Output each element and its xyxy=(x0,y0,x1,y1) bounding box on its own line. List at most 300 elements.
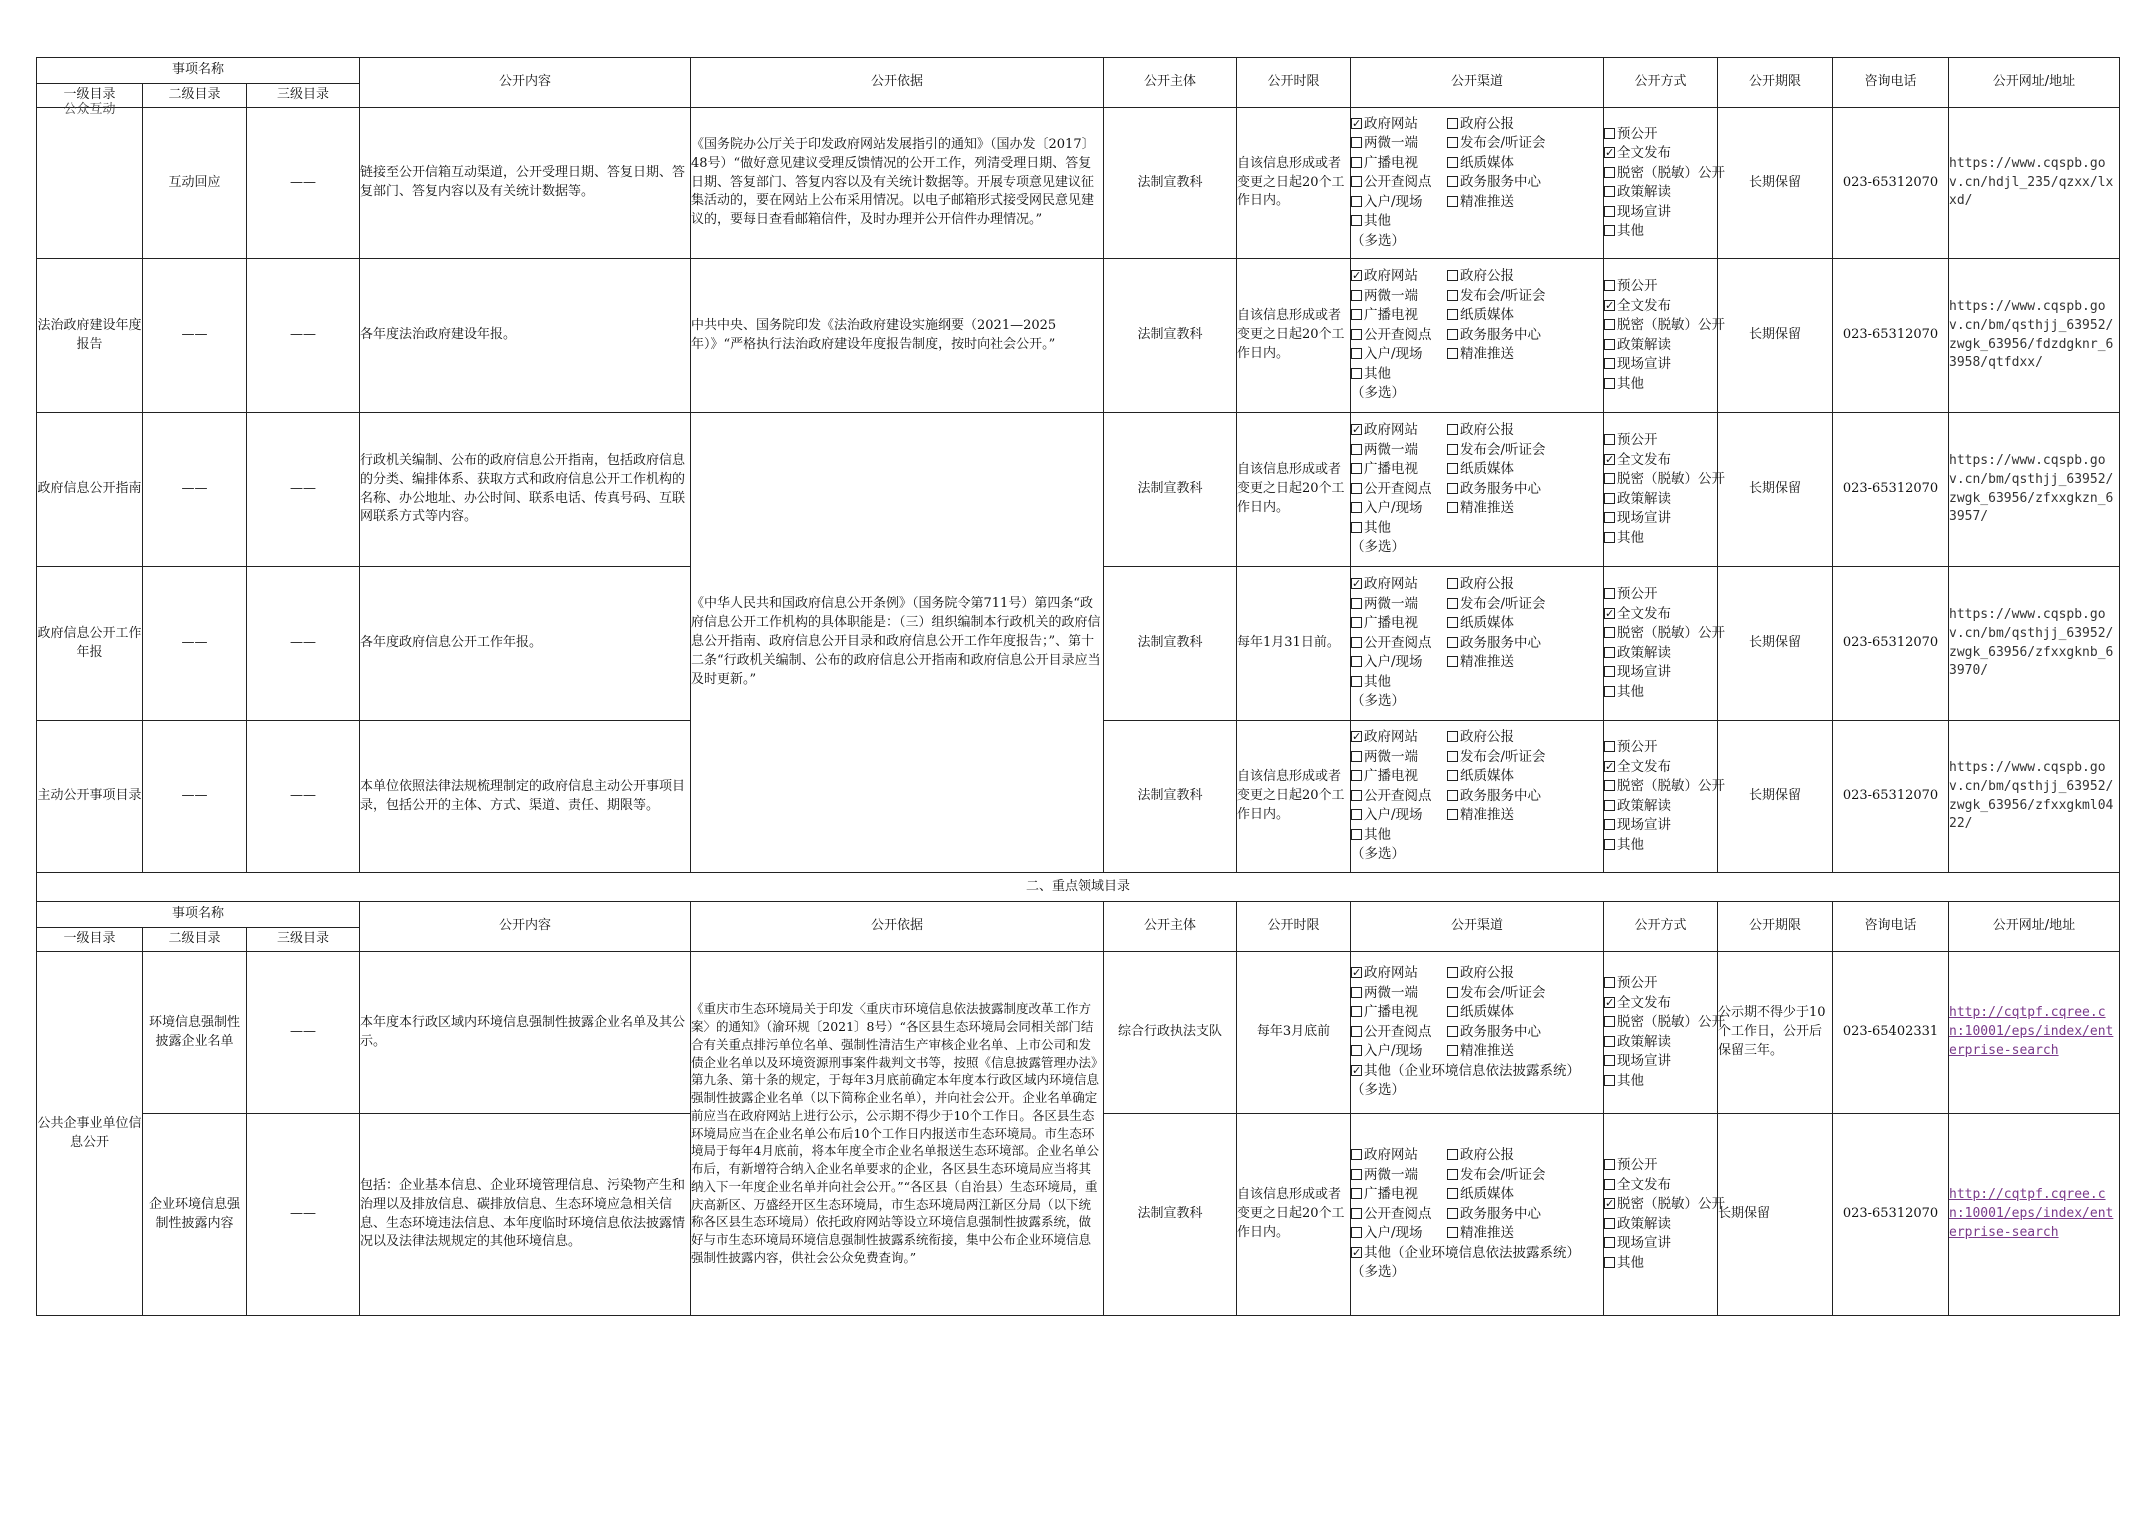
option-label: 广播电视 xyxy=(1364,154,1418,171)
channel-option xyxy=(1351,326,1447,346)
subject-cell: 法制宣教科 xyxy=(1104,413,1237,567)
level1-cell: 公共企事业单位信息公开 xyxy=(37,952,143,1316)
unchecked-box-icon xyxy=(1351,1227,1362,1238)
option-label: 精准推送 xyxy=(1460,346,1514,363)
option-label: 发布会/听证会 xyxy=(1460,135,1546,152)
content-header: 公开内容 xyxy=(360,902,691,952)
method-option xyxy=(1604,431,1658,451)
option-label: 全文发布 xyxy=(1617,994,1671,1011)
unchecked-box-icon xyxy=(1447,1227,1458,1238)
channel-option xyxy=(1351,767,1447,787)
url-link[interactable]: https://www.cqspb.gov.cn/bm/qsthjj_63952/zwgk_63956/fdzdgknr_63958/qtfdxx/ xyxy=(1949,259,2120,413)
option-label: 政策解读 xyxy=(1617,797,1671,814)
option-label: 其他（企业环境信息依法披露系统） xyxy=(1364,1244,1580,1261)
channel-option xyxy=(1447,421,1543,441)
url-link[interactable]: https://www.cqspb.gov.cn/bm/qsthjj_63952/zwgk_63956/zfxxgkml0422/ xyxy=(1949,721,2120,873)
channel-option-other xyxy=(1351,1062,1580,1082)
option-label: 全文发布 xyxy=(1617,297,1671,314)
option-label: 预公开 xyxy=(1617,278,1658,294)
unchecked-box-icon xyxy=(1351,329,1362,340)
unchecked-box-icon xyxy=(1604,225,1615,236)
table-row xyxy=(37,952,2120,1114)
method-option xyxy=(1604,490,1671,510)
option-label: 政府公报 xyxy=(1460,115,1514,132)
section1-header-row xyxy=(37,58,2120,84)
channel-option xyxy=(1351,748,1447,768)
unchecked-box-icon xyxy=(1604,532,1615,543)
unchecked-box-icon xyxy=(1351,1149,1362,1160)
item-name-header: 事项名称 xyxy=(37,902,360,928)
unchecked-box-icon xyxy=(1351,1006,1362,1017)
option-label: 政府网站 xyxy=(1364,422,1418,439)
url-header: 公开网址/地址 xyxy=(1949,902,2120,952)
option-label: 脱密（脱敏）公开 xyxy=(1617,1196,1725,1212)
unchecked-box-icon xyxy=(1447,731,1458,742)
option-label: 入户/现场 xyxy=(1364,807,1423,824)
phone-header: 咨询电话 xyxy=(1833,58,1949,108)
channel-option xyxy=(1351,728,1447,748)
channel-option xyxy=(1351,306,1447,326)
option-label: 政府网站 xyxy=(1364,268,1418,285)
basis-cell: 中共中央、国务院印发《法治政府建设实施纲要（2021—2025年）》“严格执行法治政府建设年度报告制度，按时向社会公开。” xyxy=(691,259,1104,413)
channel-option xyxy=(1447,1023,1543,1043)
unchecked-box-icon xyxy=(1351,502,1362,513)
url-link[interactable]: http://cqtpf.cqree.cn:10001/eps/index/enterprise-search xyxy=(1949,952,2120,1114)
channel-option xyxy=(1351,1224,1447,1244)
period-cell: 长期保留 xyxy=(1718,108,1833,259)
method-option xyxy=(1604,222,1644,242)
unchecked-box-icon xyxy=(1604,434,1615,445)
unchecked-box-icon xyxy=(1447,137,1458,148)
method-option xyxy=(1604,277,1658,297)
subject-cell: 法制宣教科 xyxy=(1104,259,1237,413)
checked-box-icon xyxy=(1351,731,1362,742)
unchecked-box-icon xyxy=(1447,790,1458,801)
time-limit-cell: 自该信息形成或者变更之日起20个工作日内。 xyxy=(1237,1114,1351,1316)
subject-cell: 法制宣教科 xyxy=(1104,1114,1237,1316)
option-label: 发布会/听证会 xyxy=(1460,984,1546,1001)
level1-cell: 政府信息公开工作年报 xyxy=(37,567,143,721)
unchecked-box-icon xyxy=(1604,1075,1615,1086)
channel-option xyxy=(1351,499,1447,519)
option-label: 其他 xyxy=(1364,365,1391,382)
method-cell xyxy=(1604,108,1725,259)
channel-option xyxy=(1447,460,1543,480)
unchecked-box-icon xyxy=(1447,809,1458,820)
unchecked-box-icon xyxy=(1604,167,1615,178)
channel-option xyxy=(1351,1042,1447,1062)
channel-option xyxy=(1447,595,1546,615)
channel-option xyxy=(1351,441,1447,461)
option-label: 脱密（脱敏）公开 xyxy=(1617,317,1725,333)
method-option xyxy=(1604,585,1658,605)
method-option xyxy=(1604,1033,1671,1053)
unchecked-box-icon xyxy=(1351,598,1362,609)
channel-option xyxy=(1447,984,1546,1004)
checked-box-icon xyxy=(1351,967,1362,978)
channel-cell xyxy=(1351,567,1604,721)
channel-option xyxy=(1351,1205,1447,1225)
option-label: 全文发布 xyxy=(1617,758,1671,775)
phone-cell: 023-65312070 xyxy=(1833,567,1949,721)
url-link[interactable]: http://cqtpf.cqree.cn:10001/eps/index/enterprise-search xyxy=(1949,1114,2120,1316)
unchecked-box-icon xyxy=(1351,137,1362,148)
option-label: 公开查阅点 xyxy=(1364,174,1432,191)
channel-cell xyxy=(1351,1114,1604,1316)
period-header: 公开期限 xyxy=(1718,58,1833,108)
unchecked-box-icon xyxy=(1351,348,1362,359)
method-option xyxy=(1604,375,1644,395)
option-label: 纸质媒体 xyxy=(1460,461,1514,478)
unchecked-box-icon xyxy=(1604,1016,1615,1027)
channel-option xyxy=(1447,728,1543,748)
channel-option xyxy=(1447,1205,1543,1225)
option-label: 预公开 xyxy=(1617,586,1658,602)
option-label: 政务服务中心 xyxy=(1460,634,1541,651)
multi-select-note: （多选） xyxy=(1351,693,1405,710)
option-label: 公开查阅点 xyxy=(1364,1023,1432,1040)
option-label: 其他 xyxy=(1617,836,1644,853)
method-cell xyxy=(1604,1114,1725,1316)
option-label: 政策解读 xyxy=(1617,184,1671,200)
option-label: 其他 xyxy=(1617,683,1644,700)
unchecked-box-icon xyxy=(1447,1169,1458,1180)
option-label: 其他（企业环境信息依法披露系统） xyxy=(1364,1062,1580,1079)
content-cell: 本年度本行政区域内环境信息强制性披露企业名单及其公示。 xyxy=(360,952,691,1114)
unchecked-box-icon xyxy=(1447,502,1458,513)
unchecked-box-icon xyxy=(1351,751,1362,762)
channel-option xyxy=(1447,134,1546,154)
channel-option xyxy=(1351,173,1447,193)
option-label: 现场宣讲 xyxy=(1617,356,1671,372)
content-cell: 本单位依照法律法规梳理制定的政府信息主动公开事项目录，包括公开的主体、方式、渠道、责任、期限等。 xyxy=(360,721,691,873)
unchecked-box-icon xyxy=(1351,157,1362,168)
unchecked-box-icon xyxy=(1604,378,1615,389)
unchecked-box-icon xyxy=(1447,309,1458,320)
unchecked-box-icon xyxy=(1604,686,1615,697)
option-label: 政务服务中心 xyxy=(1460,480,1541,497)
basis-cell: 《国务院办公厅关于印发政府网站发展指引的通知》（国办发〔2017〕48号）“做好意见建议受理反馈情况的公开工作，列清受理日期、答复日期、答复部门、答复内容以及有关统计数据等。开展专项意见建议征集活动的，要在网站上公布采用情况。以电子邮箱形式接受网民意见建议的，要每日查看邮箱信件，及时办理并公开信件办理情况。” xyxy=(691,108,1104,259)
option-label: 两微一端 xyxy=(1364,984,1418,1001)
channel-option xyxy=(1447,326,1543,346)
option-label: 广播电视 xyxy=(1364,768,1418,785)
method-option xyxy=(1604,777,1725,797)
option-label: 两微一端 xyxy=(1364,748,1418,765)
method-option xyxy=(1604,203,1671,223)
level3-cell: —— xyxy=(247,259,360,413)
unchecked-box-icon xyxy=(1447,176,1458,187)
time-limit-header: 公开时限 xyxy=(1237,58,1351,108)
option-label: 预公开 xyxy=(1617,975,1658,991)
section-title: 二、重点领域目录 xyxy=(37,873,2120,902)
unchecked-box-icon xyxy=(1447,656,1458,667)
option-label: 其他 xyxy=(1617,1254,1644,1271)
period-cell: 长期保留 xyxy=(1718,567,1833,721)
checked-box-icon xyxy=(1604,1198,1615,1209)
url-link[interactable]: https://www.cqspb.gov.cn/bm/qsthjj_63952/zwgk_63956/zfxxgknb_63970/ xyxy=(1949,567,2120,721)
channel-cell xyxy=(1351,259,1604,413)
checked-box-icon xyxy=(1604,608,1615,619)
method-option xyxy=(1604,797,1671,817)
channel-option xyxy=(1447,1146,1543,1166)
time-limit-cell: 自该信息形成或者变更之日起20个工作日内。 xyxy=(1237,413,1351,567)
method-option xyxy=(1604,994,1671,1014)
subject-cell: 法制宣教科 xyxy=(1104,721,1237,873)
option-label: 纸质媒体 xyxy=(1460,307,1514,324)
channel-option xyxy=(1447,499,1543,519)
unchecked-box-icon xyxy=(1604,493,1615,504)
option-label: 预公开 xyxy=(1617,125,1658,142)
unchecked-box-icon xyxy=(1604,1218,1615,1229)
checked-box-icon xyxy=(1604,761,1615,772)
url-link[interactable]: https://www.cqspb.gov.cn/hdjl_235/qzxx/lxxd/ xyxy=(1949,108,2120,259)
option-label: 脱密（脱敏）公开 xyxy=(1617,471,1725,487)
period-cell: 长期保留 xyxy=(1718,1114,1833,1316)
time-limit-header: 公开时限 xyxy=(1237,902,1351,952)
channel-option xyxy=(1447,1166,1546,1186)
unchecked-box-icon xyxy=(1447,617,1458,628)
unchecked-box-icon xyxy=(1351,770,1362,781)
content-cell: 链接至公开信箱互动渠道，公开受理日期、答复日期、答复部门、答复内容以及有关统计数据等。 xyxy=(360,108,691,259)
checked-box-icon xyxy=(1351,578,1362,589)
unchecked-box-icon xyxy=(1447,483,1458,494)
option-label: 两微一端 xyxy=(1364,287,1418,304)
option-label: 公开查阅点 xyxy=(1364,480,1432,497)
option-label: 其他 xyxy=(1617,223,1644,239)
url-link[interactable]: https://www.cqspb.gov.cn/bm/qsthjj_63952/zwgk_63956/zfxxgkzn_63957/ xyxy=(1949,413,2120,567)
method-option xyxy=(1604,509,1671,529)
channel-option xyxy=(1351,154,1447,174)
channel-option xyxy=(1447,115,1543,135)
option-label: 纸质媒体 xyxy=(1460,1186,1514,1203)
level2-header: 二级目录 xyxy=(143,928,247,952)
option-label: 政策解读 xyxy=(1617,1033,1671,1050)
option-label: 广播电视 xyxy=(1364,1186,1418,1203)
unchecked-box-icon xyxy=(1351,290,1362,301)
unchecked-box-icon xyxy=(1447,598,1458,609)
method-option xyxy=(1604,297,1671,317)
level1-header: 一级目录 xyxy=(37,928,143,952)
unchecked-box-icon xyxy=(1351,987,1362,998)
unchecked-box-icon xyxy=(1447,987,1458,998)
unchecked-box-icon xyxy=(1447,463,1458,474)
option-label: 精准推送 xyxy=(1460,1225,1514,1242)
content-cell: 包括：企业基本信息、企业环境管理信息、污染物产生和治理以及排放信息、碳排放信息、生态环境应急相关信息、生态环境违法信息、本年度临时环境信息依法披露情况以及法律法规规定的其他环境信息。 xyxy=(360,1114,691,1316)
unchecked-box-icon xyxy=(1351,1169,1362,1180)
checked-box-icon xyxy=(1351,424,1362,435)
channel-option xyxy=(1447,287,1546,307)
unchecked-box-icon xyxy=(1447,424,1458,435)
level2-cell: —— xyxy=(143,567,247,721)
unchecked-box-icon xyxy=(1447,1208,1458,1219)
channel-option xyxy=(1447,575,1543,595)
option-label: 现场宣讲 xyxy=(1617,1053,1671,1069)
unchecked-box-icon xyxy=(1604,206,1615,217)
method-cell xyxy=(1604,259,1725,413)
level3-header: 三级目录 xyxy=(247,84,360,108)
unchecked-box-icon xyxy=(1604,358,1615,369)
subject-cell: 法制宣教科 xyxy=(1104,567,1237,721)
unchecked-box-icon xyxy=(1351,176,1362,187)
option-label: 预公开 xyxy=(1617,1157,1658,1173)
checked-box-icon xyxy=(1604,300,1615,311)
channel-option xyxy=(1447,1042,1543,1062)
unchecked-box-icon xyxy=(1604,977,1615,988)
option-label: 政府网站 xyxy=(1364,965,1418,982)
unchecked-box-icon xyxy=(1351,483,1362,494)
method-option xyxy=(1604,663,1671,683)
level1-cell: 主动公开事项目录 xyxy=(37,721,143,873)
channel-option xyxy=(1447,653,1543,673)
option-label: 政府公报 xyxy=(1460,1147,1514,1164)
channel-option xyxy=(1351,575,1447,595)
option-label: 入户/现场 xyxy=(1364,500,1423,517)
channel-option xyxy=(1351,480,1447,500)
channel-option xyxy=(1351,964,1447,984)
method-cell xyxy=(1604,952,1725,1114)
method-option xyxy=(1604,183,1671,203)
channel-option xyxy=(1447,748,1546,768)
option-label: 精准推送 xyxy=(1460,500,1514,517)
level2-cell: 企业环境信息强制性披露内容 xyxy=(143,1114,247,1316)
unchecked-box-icon xyxy=(1351,829,1362,840)
level2-cell: 环境信息强制性披露企业名单 xyxy=(143,952,247,1114)
option-label: 公开查阅点 xyxy=(1364,787,1432,804)
level1-cell: 法治政府建设年度报告 xyxy=(37,259,143,413)
cut-off-label: 公众互动 xyxy=(63,102,116,117)
channel-option-other xyxy=(1351,673,1391,693)
option-label: 政务服务中心 xyxy=(1460,326,1541,343)
option-label: 政务服务中心 xyxy=(1460,787,1541,804)
level3-cell: —— xyxy=(247,952,360,1114)
channel-cell xyxy=(1351,108,1604,259)
option-label: 入户/现场 xyxy=(1364,346,1423,363)
method-option xyxy=(1604,758,1671,778)
option-label: 政府公报 xyxy=(1460,576,1514,593)
method-option xyxy=(1604,470,1725,490)
option-label: 纸质媒体 xyxy=(1460,768,1514,785)
checked-box-icon xyxy=(1604,454,1615,465)
channel-cell xyxy=(1351,721,1604,873)
channel-option xyxy=(1351,1185,1447,1205)
option-label: 两微一端 xyxy=(1364,441,1418,458)
method-option xyxy=(1604,624,1725,644)
option-label: 发布会/听证会 xyxy=(1460,595,1546,612)
multi-select-note: （多选） xyxy=(1351,232,1405,249)
period-cell: 长期保留 xyxy=(1718,259,1833,413)
channel-option xyxy=(1351,345,1447,365)
channel-option xyxy=(1351,634,1447,654)
method-option xyxy=(1604,1013,1725,1033)
level3-cell: —— xyxy=(247,567,360,721)
phone-header: 咨询电话 xyxy=(1833,902,1949,952)
time-limit-cell: 自该信息形成或者变更之日起20个工作日内。 xyxy=(1237,721,1351,873)
unchecked-box-icon xyxy=(1447,348,1458,359)
method-option xyxy=(1604,1072,1644,1092)
unchecked-box-icon xyxy=(1604,780,1615,791)
level2-cell: —— xyxy=(143,259,247,413)
unchecked-box-icon xyxy=(1447,1045,1458,1056)
option-label: 公开查阅点 xyxy=(1364,634,1432,651)
channel-option xyxy=(1351,1166,1447,1186)
unchecked-box-icon xyxy=(1604,473,1615,484)
level2-cell: —— xyxy=(143,721,247,873)
unchecked-box-icon xyxy=(1447,770,1458,781)
level3-cell: —— xyxy=(247,721,360,873)
unchecked-box-icon xyxy=(1604,666,1615,677)
option-label: 公开查阅点 xyxy=(1364,326,1432,343)
channel-option xyxy=(1351,1146,1447,1166)
unchecked-box-icon xyxy=(1447,118,1458,129)
channel-option xyxy=(1351,595,1447,615)
option-label: 脱密（脱敏）公开 xyxy=(1617,625,1725,641)
table-row xyxy=(37,108,2120,259)
unchecked-box-icon xyxy=(1351,1188,1362,1199)
time-limit-cell: 每年3月底前 xyxy=(1237,952,1351,1114)
unchecked-box-icon xyxy=(1604,741,1615,752)
phone-cell: 023-65312070 xyxy=(1833,1114,1949,1316)
content-header: 公开内容 xyxy=(360,58,691,108)
method-cell xyxy=(1604,413,1725,567)
channel-option-other xyxy=(1351,212,1391,232)
unchecked-box-icon xyxy=(1604,128,1615,139)
channel-cell xyxy=(1351,952,1604,1114)
unchecked-box-icon xyxy=(1447,1149,1458,1160)
option-label: 广播电视 xyxy=(1364,615,1418,632)
channel-option xyxy=(1447,345,1543,365)
unchecked-box-icon xyxy=(1447,444,1458,455)
option-label: 政务服务中心 xyxy=(1460,174,1541,191)
unchecked-box-icon xyxy=(1604,1055,1615,1066)
channel-option xyxy=(1351,115,1447,135)
time-limit-cell: 每年1月31日前。 xyxy=(1237,567,1351,721)
option-label: 脱密（脱敏）公开 xyxy=(1617,164,1725,181)
option-label: 其他 xyxy=(1364,673,1391,690)
subject-cell: 法制宣教科 xyxy=(1104,108,1237,259)
method-option xyxy=(1604,125,1658,145)
subject-header: 公开主体 xyxy=(1104,58,1237,108)
option-label: 纸质媒体 xyxy=(1460,615,1514,632)
option-label: 现场宣讲 xyxy=(1617,817,1671,833)
unchecked-box-icon xyxy=(1447,751,1458,762)
level3-cell: —— xyxy=(247,108,360,259)
option-label: 两微一端 xyxy=(1364,1166,1418,1183)
channel-option xyxy=(1351,806,1447,826)
unchecked-box-icon xyxy=(1351,309,1362,320)
phone-cell: 023-65402331 xyxy=(1833,952,1949,1114)
option-label: 全文发布 xyxy=(1617,605,1671,622)
unchecked-box-icon xyxy=(1351,1045,1362,1056)
option-label: 预公开 xyxy=(1617,739,1658,755)
option-label: 精准推送 xyxy=(1460,654,1514,671)
method-cell xyxy=(1604,567,1725,721)
method-option xyxy=(1604,316,1725,336)
option-label: 发布会/听证会 xyxy=(1460,441,1546,458)
unchecked-box-icon xyxy=(1604,1179,1615,1190)
channel-option xyxy=(1447,787,1543,807)
method-option xyxy=(1604,605,1671,625)
method-option xyxy=(1604,529,1644,549)
channel-option xyxy=(1447,441,1546,461)
unchecked-box-icon xyxy=(1447,1026,1458,1037)
option-label: 发布会/听证会 xyxy=(1460,748,1546,765)
unchecked-box-icon xyxy=(1351,444,1362,455)
option-label: 精准推送 xyxy=(1460,193,1514,210)
checked-box-icon xyxy=(1604,147,1615,158)
method-option xyxy=(1604,355,1671,375)
basis-header: 公开依据 xyxy=(691,58,1104,108)
option-label: 脱密（脱敏）公开 xyxy=(1617,778,1725,794)
